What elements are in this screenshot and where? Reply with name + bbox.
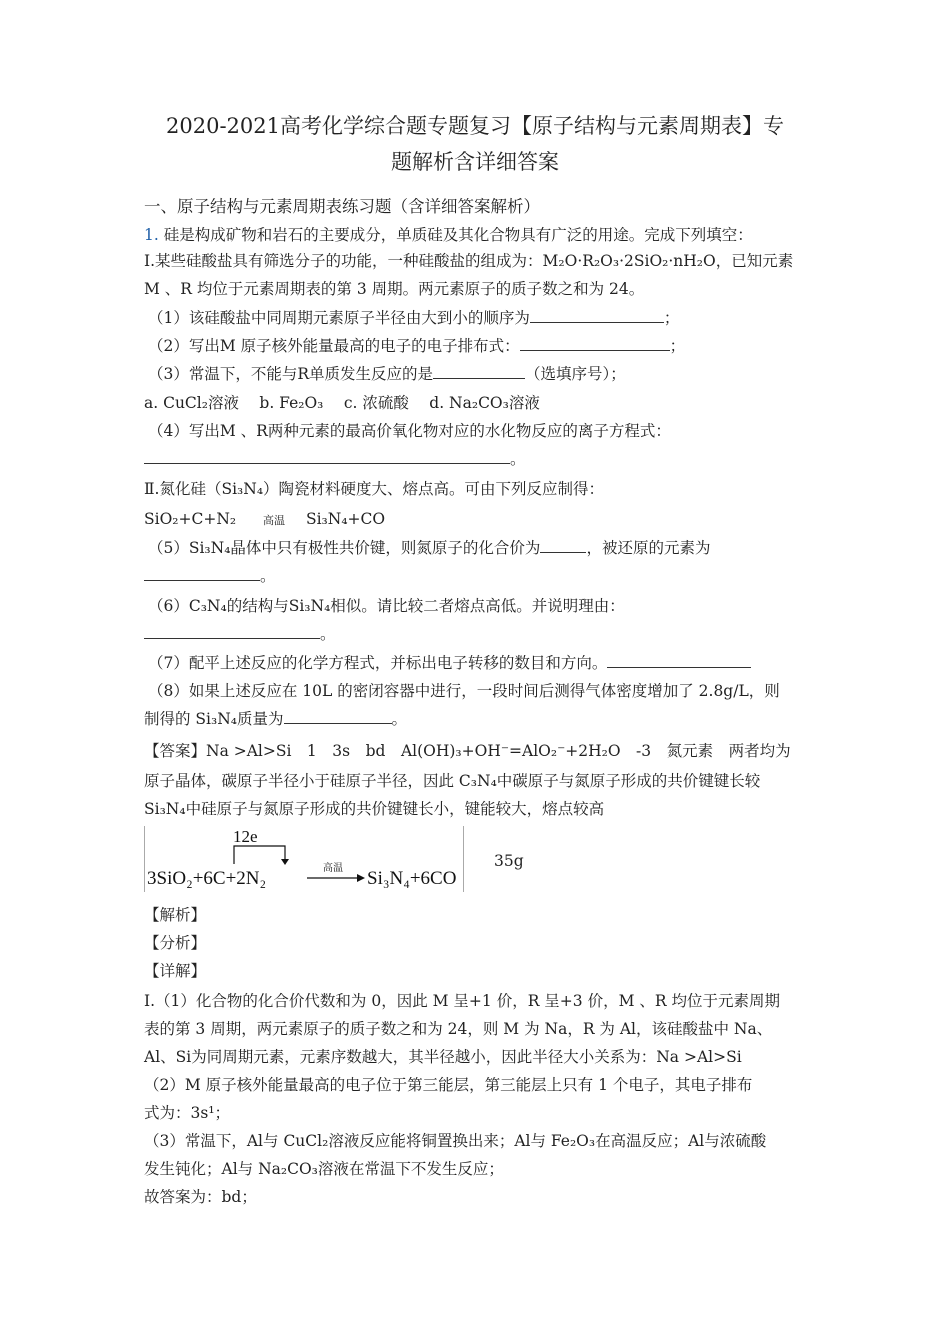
- detail-line-4: （2）M 原子核外能量最高的电子位于第三能层，第三能层上只有 1 个电子，其电子排布: [144, 1076, 753, 1094]
- electron-bracket: [234, 846, 285, 864]
- question-1: （1）该硅酸盐中同周期元素原子半径由大到小的顺序为 ；: [148, 309, 680, 327]
- equation-right: Si₃N₄+6CO: [367, 868, 457, 889]
- equation-arrowhead: [357, 874, 365, 882]
- part1-line1: Ⅰ.某些硅酸盐具有筛选分子的功能，一种硅酸盐的组成为：M₂O·R₂O₃·2SiO₂·nH₂O，已知元素: [144, 252, 794, 270]
- question-8-line1: （8）如果上述反应在 10L 的密闭容器中进行，一段时间后测得气体密度增加了 2.8g/L，则: [148, 682, 780, 700]
- answer-blank-8[interactable]: [284, 708, 392, 724]
- label-xiangjie: 【详解】: [144, 962, 207, 980]
- reaction-condition: 高温: [263, 514, 286, 527]
- question-6-line2: 。: [144, 623, 336, 645]
- electron-count-label: 12e: [233, 827, 258, 846]
- answer-line-1: 【答案】Na >Al>Si 1 3s bd Al(OH)₃+OH⁻=AlO₂⁻+2H₂O -3 氮元素 两者均为: [144, 742, 791, 760]
- answer-mass: 35g: [494, 852, 524, 870]
- question-3: （3）常温下，不能与R单质发生反应的是 （选填序号）；: [148, 365, 626, 383]
- part1-line2: M 、R 均位于元素周期表的第 3 周期。两元素原子的质子数之和为 24。: [144, 280, 645, 298]
- electron-transfer-diagram: [145, 826, 463, 892]
- detail-line-1: Ⅰ.（1）化合物的化合价代数和为 0，因此 M 呈+1 价，R 呈+3 价，M 、R 均位于元素周期: [144, 992, 780, 1010]
- document-title: [100, 108, 850, 180]
- question-3-options: a. CuCl₂溶液 b. Fe₂O₃ c. 浓硫酸 d. Na₂CO₃溶液: [144, 394, 540, 412]
- question-6: （6）C₃N₄的结构与Si₃N₄相似。请比较二者熔点高低。并说明理由：: [148, 597, 625, 615]
- detail-line-7: 发生钝化；Al与 Na₂CO₃溶液在常温下不发生反应；: [144, 1160, 504, 1178]
- question-4: （4）写出M 、R两种元素的最高价氧化物对应的水化物反应的离子方程式：: [148, 422, 671, 440]
- answer-line-2: 原子晶体，碳原子半径小于硅原子半径，因此 C₃N₄中碳原子与氮原子形成的共价键键长较: [144, 772, 761, 790]
- equation-condition: 高温: [323, 863, 343, 874]
- detail-line-5: 式为：3s¹；: [144, 1104, 231, 1122]
- question-5: （5）Si₃N₄晶体中只有极性共价键，则氮原子的化合价为 ，被还原的元素为: [148, 539, 711, 557]
- title-line-2: 题解析含详细答案: [391, 150, 559, 174]
- detail-line-8: 故答案为：bd；: [144, 1188, 257, 1206]
- detail-line-3: Al、Si为同周期元素，元素序数越大，其半径越小，因此半径大小关系为：Na >Al>Si: [144, 1048, 742, 1066]
- question-8-line2: 制得的 Si₃N₄质量为 。: [144, 710, 408, 728]
- question-number: 1.: [144, 226, 159, 244]
- question-7: （7）配平上述反应的化学方程式，并标出电子转移的数目和方向。: [148, 652, 751, 674]
- answer-blank-2[interactable]: [520, 335, 670, 351]
- question-4-answer-line: 。: [144, 448, 526, 470]
- answer-blank-5b[interactable]: [144, 565, 260, 581]
- section-heading: 一、原子结构与元素周期表练习题（含详细答案解析）: [144, 197, 540, 216]
- answer-blank-6[interactable]: [144, 623, 320, 639]
- electron-arrowhead: [281, 859, 289, 865]
- equation-left: 3SiO₂+6C+2N₂: [147, 868, 267, 889]
- detail-line-2: 表的第 3 周期，两元素原子的质子数之和为 24，则 M 为 Na，R 为 Al，该硅酸盐中 Na、: [144, 1020, 773, 1038]
- answer-blank-4[interactable]: [144, 448, 510, 464]
- question-intro: 1. 硅是构成矿物和岩石的主要成分，单质硅及其化合物具有广泛的用途。完成下列填空：: [144, 226, 753, 244]
- question-2: （2）写出M 原子核外能量最高的电子的电子排布式： ；: [148, 337, 686, 355]
- answer-blank-3[interactable]: [433, 363, 525, 379]
- title-line-1: 2020-2021高考化学综合题专题复习【原子结构与元素周期表】专: [166, 114, 784, 138]
- answer-blank-5a[interactable]: [540, 537, 586, 553]
- label-jiexi: 【解析】: [144, 906, 207, 924]
- electron-transfer-equation: [144, 826, 464, 892]
- label-fenxi: 【分析】: [144, 934, 207, 952]
- answer-line-3: Si₃N₄中硅原子与氮原子形成的共价键键长小，键能较大，熔点较高: [144, 800, 605, 818]
- answer-blank-7[interactable]: [607, 652, 751, 668]
- detail-line-6: （3）常温下，Al与 CuCl₂溶液反应能将铜置换出来；Al与 Fe₂O₃在高温反应；Al与浓硫酸: [144, 1132, 767, 1150]
- part2-intro: Ⅱ.氮化硅（Si₃N₄）陶瓷材料硬度大、熔点高。可由下列反应制得：: [144, 480, 605, 498]
- answer-blank-1[interactable]: [530, 307, 664, 323]
- reaction-equation: SiO₂+C+N₂ 高温 Si₃N₄+CO: [144, 510, 386, 528]
- question-5-line2: 。: [144, 565, 276, 587]
